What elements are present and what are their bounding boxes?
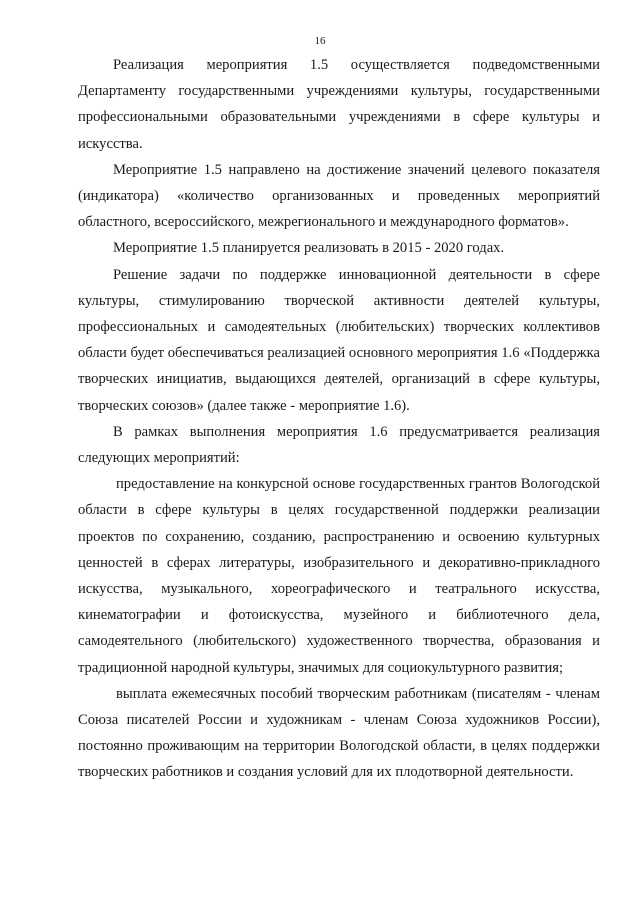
list-item-grants: предоставление на конкурсной основе государственных грантов Вологодской области в сфере культуры в целях государственной поддержки реализации проектов по сохранению, созданию, распространению и освоению культурных ценностей в сферах литературы, изобразительного и декоративно-прикладного искусства, музыкального, хореографического и театрального искусства, кинематографии и фотоискусства, музейного и библиотечного дела, самодеятельного (любительского) художественного творчества, образования и традиционной народной культуры, значимых для социокультурного развития; xyxy=(78,476,600,676)
paragraph-implementation: Реализация мероприятия 1.5 осуществляется подведомственными Департаменту государственными учреждениями культуры, государственными профессиональными образовательными учреждениями в сфере культуры и искусства. xyxy=(78,57,600,152)
paragraph-timeline: Мероприятие 1.5 планируется реализовать в 2015 - 2020 годах. xyxy=(113,240,505,257)
page-number: 16 xyxy=(314,35,326,47)
paragraph-target-indicator: Мероприятие 1.5 направлено на достижение значений целевого показателя (индикатора) «количество организованных и проведенных мероприятий областного, всероссийского, межрегионального и международного форматов». xyxy=(78,161,600,231)
document-body xyxy=(78,52,600,786)
paragraph-measures-intro: В рамках выполнения мероприятия 1.6 предусматривается реализация следующих мероприятий: xyxy=(78,423,600,467)
paragraph-innovation-support: Решение задачи по поддержке инновационной деятельности в сфере культуры, стимулированию творческой активности деятелей культуры, профессиональных и самодеятельных (любительских) творческих коллективов области будет обеспечиваться реализацией основного мероприятия 1.6 «Поддержка творческих инициатив, выдающихся деятелей, организаций в сфере культуры, творческих союзов» (далее также - мероприятие 1.6). xyxy=(78,266,600,414)
list-item-allowances: выплата ежемесячных пособий творческим работникам (писателям - членам Союза писателей России и художникам - членам Союза художников России), постоянно проживающим на территории Вологодской области, в целях поддержки творческих работников и создания условий для их плодотворной деятельности. xyxy=(78,685,600,781)
